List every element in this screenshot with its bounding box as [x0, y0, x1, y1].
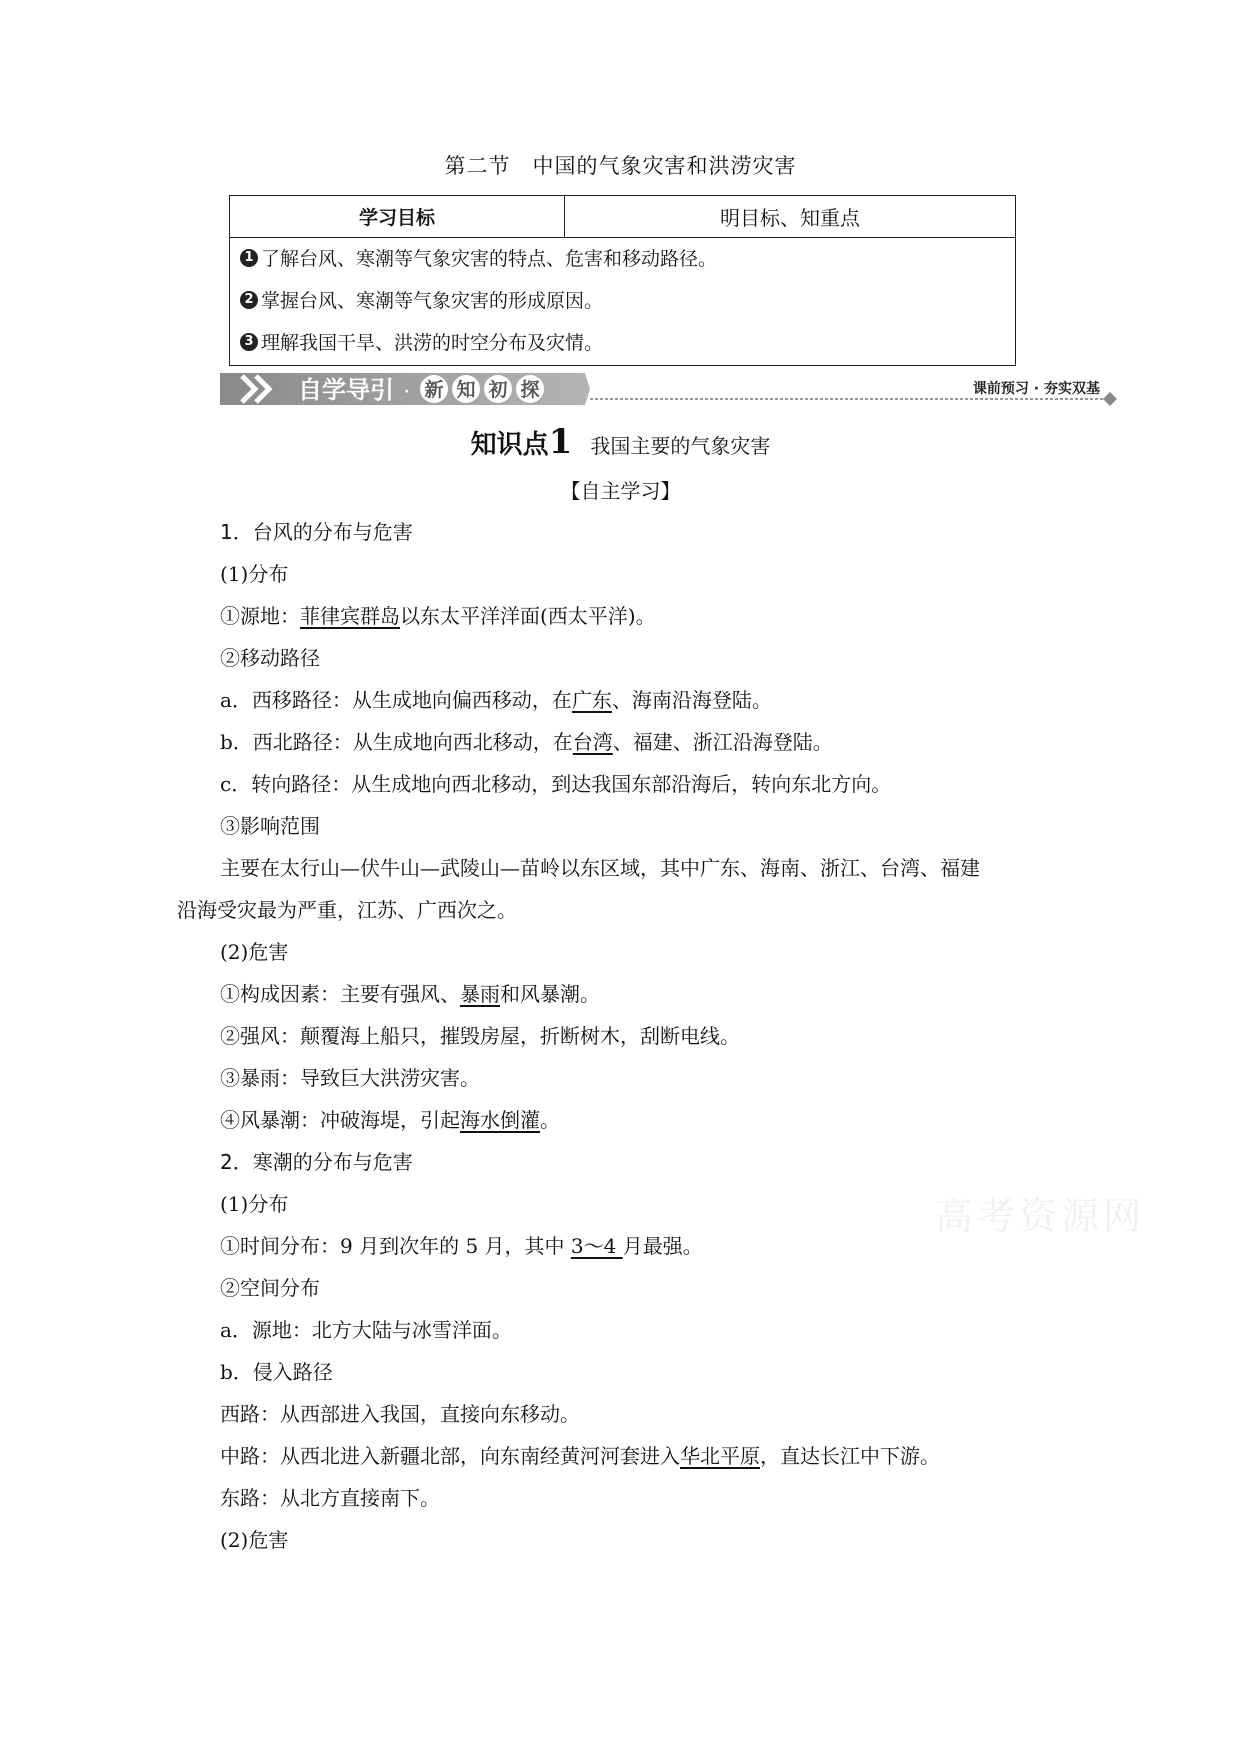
- text-line: [220, 978, 600, 1007]
- page-title: 第二节 中国的气象灾害和洪涝灾害: [444, 154, 797, 178]
- line-text: 以东太平洋洋面(西太平洋)。: [400, 604, 656, 628]
- text-line: [220, 684, 772, 713]
- text-line: [220, 1104, 560, 1133]
- knowledge-point-title: 我国主要的气象灾害: [590, 434, 771, 458]
- banner-char: 初: [488, 379, 508, 401]
- text-line: a．源地：北方大陆与冰雪洋面。: [220, 1318, 512, 1342]
- knowledge-point-number: 1: [548, 422, 573, 462]
- goal-text: 掌握台风、寒潮等气象灾害的形成原因。: [261, 290, 604, 312]
- goal-text: 理解我国干旱、洪涝的时空分布及灾情。: [261, 332, 604, 354]
- line-text: 月最强。: [622, 1234, 703, 1258]
- goals-table-header: [230, 196, 1015, 238]
- text-line: (2)危害: [220, 940, 289, 964]
- banner-char: 知: [456, 379, 476, 401]
- self-study-label: 【自主学习】: [560, 479, 681, 503]
- text-line: 东路：从北方直接南下。: [220, 1486, 440, 1510]
- text-line: (2)危害: [220, 1528, 289, 1552]
- text-line: ③暴雨：导致巨大洪涝灾害。: [220, 1066, 480, 1090]
- text-line: ②空间分布: [220, 1276, 320, 1300]
- banner-title: 自学导引: [298, 376, 394, 404]
- line-text: 、福建、浙江沿海登陆。: [612, 730, 833, 754]
- line-text: 和风暴潮。: [500, 982, 600, 1006]
- line-text: 中路：从西北进入新疆北部，向东南经黄河河套进入: [220, 1444, 680, 1468]
- text-line: [220, 1440, 940, 1469]
- text-line: (1)分布: [220, 1192, 289, 1216]
- fill-in-answer: 华北平原: [680, 1444, 760, 1468]
- number-badge-icon: 3: [240, 333, 258, 351]
- line-text: ①时间分布：9 月到次年的 5 月，其中: [220, 1234, 571, 1258]
- line-text: ①构成因素：主要有强风、: [220, 982, 460, 1006]
- goals-header-subtitle: 明目标、知重点: [720, 206, 860, 230]
- banner-char: 新: [424, 379, 444, 401]
- banner-right-label: 课前预习 · 夯实双基: [972, 381, 1100, 397]
- line-text: a．西移路径：从生成地向偏西移动，在: [220, 688, 572, 712]
- knowledge-point-label: 知识点: [470, 430, 549, 460]
- text-line: [220, 1230, 703, 1259]
- section-banner: [220, 369, 1120, 409]
- text-line: ②强风：颠覆海上船只，摧毁房屋，折断树木，刮断电线。: [220, 1024, 740, 1048]
- banner-dot: ·: [404, 384, 410, 400]
- fill-in-answer: 广东: [571, 688, 612, 712]
- goal-text: 了解台风、寒潮等气象灾害的特点、危害和移动路径。: [261, 248, 718, 270]
- line-text: ，直达长江中下游。: [760, 1444, 940, 1468]
- text-line: 西路：从西部进入我国，直接向东移动。: [220, 1402, 580, 1426]
- fill-in-answer: 3～4: [570, 1234, 623, 1258]
- goal-item: [240, 244, 717, 271]
- line-text: ①源地：: [220, 604, 300, 628]
- number-badge-icon: 2: [240, 291, 258, 309]
- text-line: 沿海受灾最为严重，江苏、广西次之。: [177, 898, 517, 922]
- knowledge-point-heading: [0, 422, 1241, 462]
- text-line: [220, 600, 656, 629]
- learning-goals-table: [229, 195, 1016, 366]
- text-line: ②移动路径: [220, 646, 320, 670]
- text-line: (1)分布: [220, 562, 289, 586]
- text-line: c．转向路径：从生成地向西北移动，到达我国东部沿海后，转向东北方向。: [220, 772, 892, 796]
- goal-item: [240, 286, 603, 313]
- text-line: b．侵入路径: [220, 1360, 333, 1384]
- line-text: b．西北路径：从生成地向西北移动，在: [220, 730, 573, 754]
- text-line: 主要在太行山—伏牛山—武陵山—苗岭以东区域，其中广东、海南、浙江、台湾、福建: [220, 856, 980, 880]
- goal-item: [240, 328, 603, 355]
- diamond-icon: [1103, 392, 1117, 406]
- banner-char: 探: [520, 379, 540, 401]
- watermark: 高考资源网: [935, 1194, 1146, 1238]
- section-heading: 2．寒潮的分布与危害: [220, 1150, 413, 1174]
- fill-in-answer: 海水倒灌: [460, 1108, 540, 1132]
- fill-in-answer: 菲律宾群岛: [300, 604, 400, 628]
- line-text: 。: [540, 1108, 560, 1132]
- line-text: 、海南沿海登陆。: [611, 688, 772, 712]
- fill-in-answer: 暴雨: [460, 982, 500, 1006]
- text-line: ③影响范围: [220, 814, 320, 838]
- number-badge-icon: 1: [240, 249, 258, 267]
- line-text: ④风暴潮：冲破海堤，引起: [220, 1108, 460, 1132]
- goals-header-label: 学习目标: [230, 196, 565, 237]
- text-line: [220, 726, 833, 755]
- fill-in-answer: 台湾: [572, 730, 613, 754]
- section-heading: 1．台风的分布与危害: [220, 520, 413, 544]
